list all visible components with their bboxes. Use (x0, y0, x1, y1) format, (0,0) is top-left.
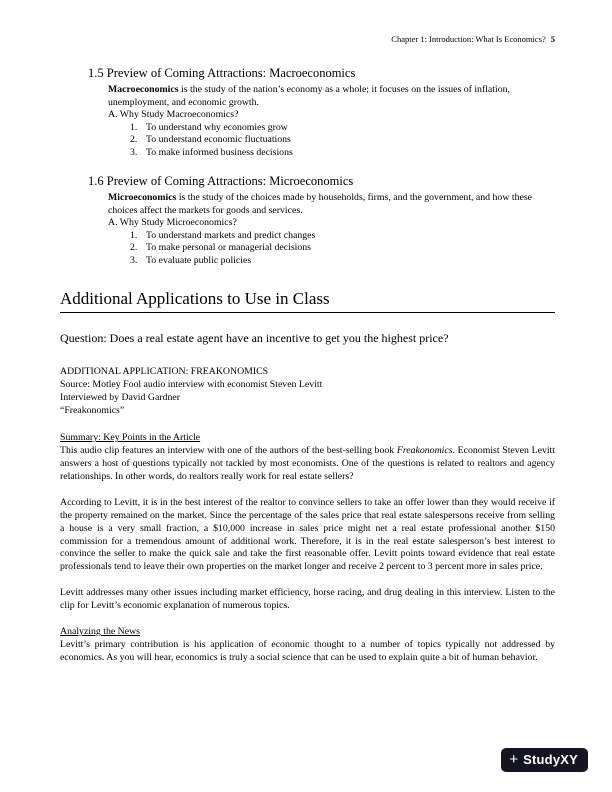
running-title: Chapter 1: Introduction: What Is Economics? (391, 34, 546, 44)
definition-text: is the study of the nation’s economy as a whole; it focuses on the issues of inflation, unemployment, and economic growth. (108, 84, 510, 108)
plus-icon: + (509, 751, 519, 768)
question-line: Question: Does a real estate agent have an incentive to get you the highest price? (60, 331, 449, 346)
list-item (130, 122, 555, 135)
list-number: 3. (130, 146, 138, 158)
list-number: 1. (130, 229, 138, 241)
analyzing-paragraph: Levitt’s primary contribution is his application of economic thought to a number of topics typically not addressed by economics. As you will hear, economics is truly a social science that can be used to explain quite a bit of human behavior. (60, 639, 555, 663)
applications-title: Additional Applications to Use in Class (60, 289, 555, 313)
source-line: Source: Motley Fool audio interview with economist Steven Levitt (60, 379, 323, 391)
list-text: To understand economic fluctuations (146, 134, 291, 146)
para1-pre: This audio clip features an interview with one of the authors of the best-selling book (60, 444, 397, 456)
bold-term: Microeconomics (108, 192, 177, 204)
list-number: 3. (130, 254, 138, 266)
page-number: 5 (550, 34, 555, 44)
interviewer-line: Interviewed by David Gardner (60, 392, 180, 404)
bold-term: Macroeconomics (108, 84, 179, 95)
summary-paragraph-2: According to Levitt, it is in the best interest of the realtor to convince sellers to take an offer lower than they would receive if the property remained on the market. Since the percentage of the sales price that real estate salespersons receive from selling a house is a very small fraction, a $10,000 increase in sales price might net a real estate professional another $150 commission for a tremendous amount of additional work. Therefore, it is in the real estate salesperson’s best interest to convince the seller to make the quick sale and take the first reasonable offer. Levitt points toward evidence that real estate professionals tend to leave their own properties on the market longer and receive 2 percent to 3 percent more in sales price. (60, 496, 555, 573)
list-text: To understand why economies grow (146, 121, 288, 133)
list-text: To make informed business decisions (146, 146, 293, 158)
analyzing-heading: Analyzing the News (60, 626, 140, 638)
why-study-micro-subheading: A. Why Study Microeconomics? (108, 217, 237, 229)
microeconomics-definition (108, 192, 555, 217)
list-number: 2. (130, 242, 138, 254)
application-info-block (60, 366, 555, 418)
section-1-6-body (108, 192, 555, 267)
list-item (130, 242, 555, 255)
section-1-6-heading: 1.6 Preview of Coming Attractions: Microeconomics (88, 174, 354, 189)
macro-reasons-list (130, 122, 555, 160)
list-text: To make personal or managerial decisions (146, 242, 311, 254)
clip-title-line: “Freakonomics” (60, 405, 125, 417)
summary-paragraph-3: Levitt addresses many other issues including market efficiency, horse racing, and drug dealing in this interview. Listen to the clip for Levitt’s economic explanation of numerous topics. (60, 587, 555, 612)
micro-reasons-list (130, 230, 555, 268)
book-title-italic: Freakonomics (396, 444, 453, 456)
section-1-5-body (108, 84, 555, 159)
list-item (130, 147, 555, 160)
why-study-macro-subheading: A. Why Study Macroeconomics? (108, 109, 239, 121)
list-item (130, 230, 555, 243)
list-text: To understand markets and predict changes (146, 229, 316, 241)
list-number: 1. (130, 121, 138, 133)
summary-heading: Summary: Key Points in the Article (60, 432, 201, 444)
list-number: 2. (130, 134, 138, 146)
summary-paragraph-1 (60, 445, 555, 484)
macroeconomics-definition (108, 84, 555, 109)
application-heading: ADDITIONAL APPLICATION: FREAKONOMICS (60, 366, 269, 378)
list-item (130, 255, 555, 268)
definition-text: is the study of the choices made by households, firms, and the government, and how these choices affect the markets for goods and services. (108, 192, 532, 216)
list-item (130, 134, 555, 147)
section-1-5 (60, 66, 555, 159)
brand-name: StudyXY (523, 752, 578, 767)
list-text: To evaluate public policies (146, 254, 252, 266)
studyxy-logo (501, 748, 588, 772)
section-1-5-heading: 1.5 Preview of Coming Attractions: Macroeconomics (88, 66, 356, 80)
section-1-6 (60, 174, 555, 267)
para1-post: . Economist Steven Levitt answers a host of questions typically not tackled by most economists. One of the questions is related to realtors and agency relationships. In other words, do realtors really work for real estate sellers? (60, 444, 556, 482)
running-header (60, 34, 555, 44)
